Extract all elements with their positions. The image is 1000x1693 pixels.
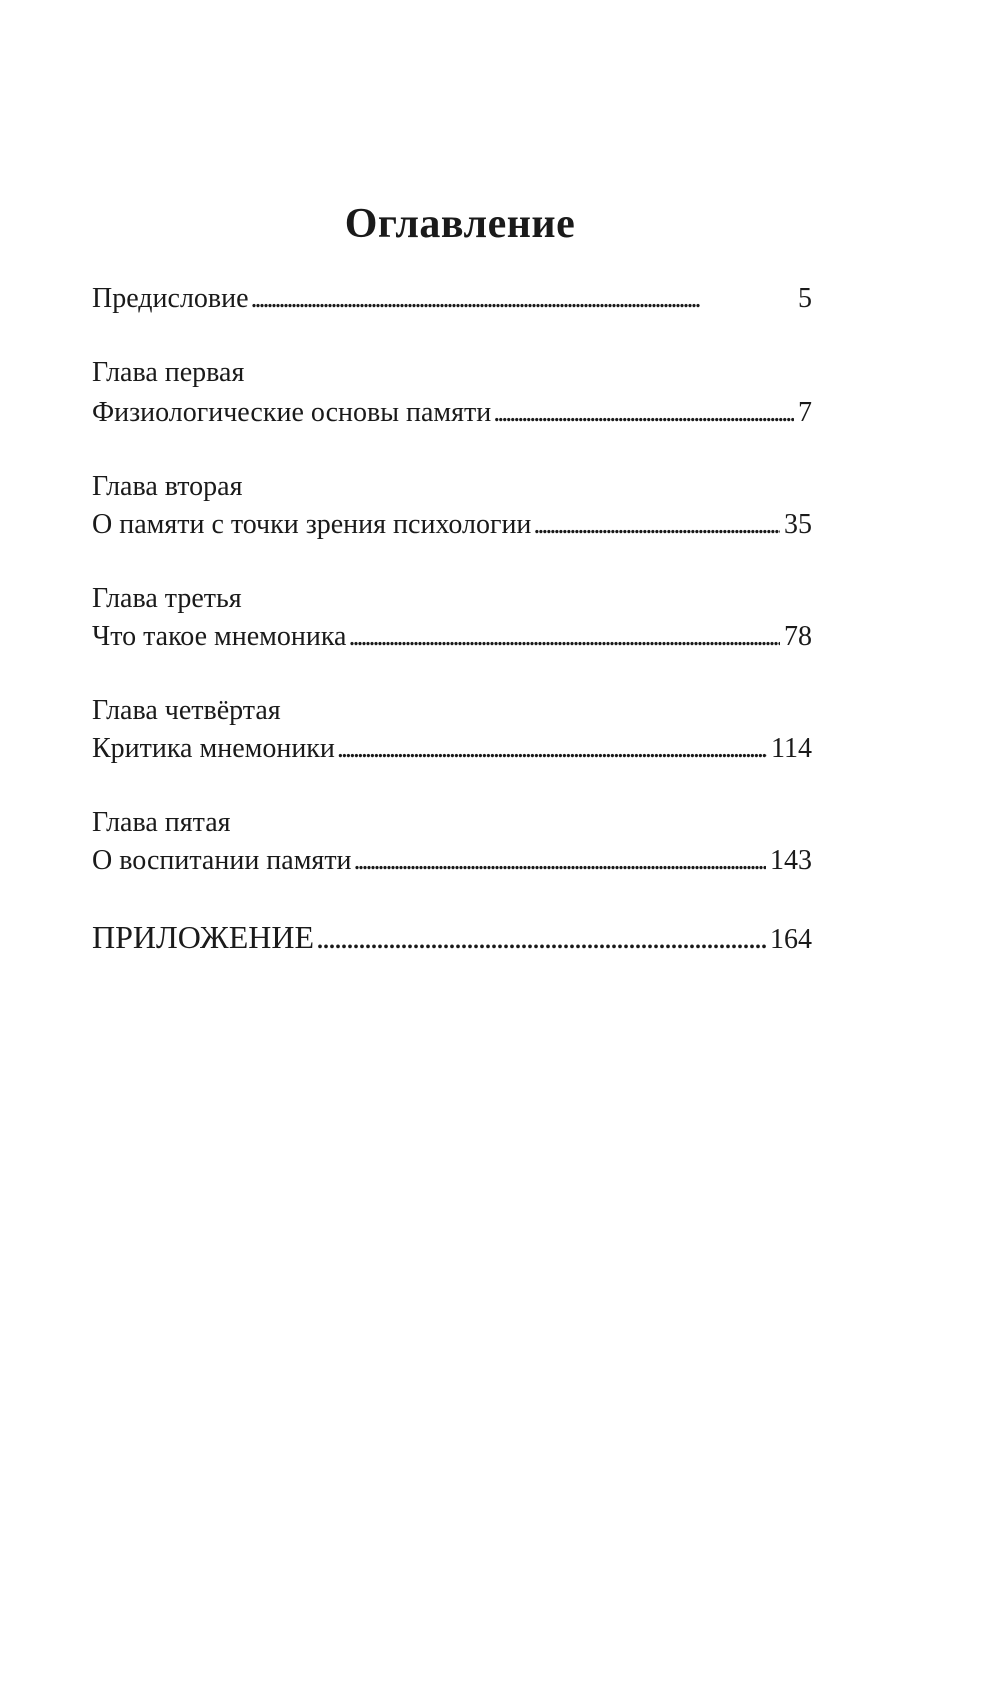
entry-title: О воспитании памяти xyxy=(92,845,352,876)
toc-entry-chapter-4 xyxy=(92,732,812,766)
dot-leader xyxy=(533,508,780,542)
page-number: 5 xyxy=(798,283,812,314)
entry-title: ПРИЛОЖЕНИЕ xyxy=(92,919,315,955)
toc-entry-chapter-3 xyxy=(92,620,812,654)
chapter-label: Глава четвёртая xyxy=(92,695,281,726)
chapter-label: Глава первая xyxy=(92,357,245,388)
dot-leader xyxy=(354,844,766,878)
chapter-label: Глава вторая xyxy=(92,471,243,502)
entry-title: Предисловие xyxy=(92,283,249,314)
toc-entry-appendix xyxy=(92,920,812,957)
dot-leader xyxy=(337,732,767,766)
page-number: 114 xyxy=(771,733,812,764)
chapter-label: Глава третья xyxy=(92,583,242,614)
entry-title: Физиологические основы памяти xyxy=(92,397,492,428)
page-title: Оглавление xyxy=(344,201,576,247)
dot-leader xyxy=(493,396,794,430)
chapter-label: Глава пятая xyxy=(92,807,231,838)
entry-title: Критика мнемоники xyxy=(92,733,335,764)
toc-entry-preface xyxy=(92,282,812,316)
toc-entry-chapter-5 xyxy=(92,844,812,878)
entry-title: Что такое мнемоника xyxy=(92,621,347,652)
dot-leader xyxy=(251,282,794,316)
dot-leader xyxy=(316,920,766,954)
entry-title: О памяти с точки зрения психологии xyxy=(92,509,532,540)
page-number: 164 xyxy=(770,924,812,955)
toc-entry-chapter-1 xyxy=(92,396,812,430)
dot-leader xyxy=(348,620,780,654)
page-number: 35 xyxy=(784,509,812,540)
page-number: 78 xyxy=(784,621,812,652)
page-number: 143 xyxy=(770,845,812,876)
page-number: 7 xyxy=(798,397,812,428)
toc-entry-chapter-2 xyxy=(92,508,812,542)
